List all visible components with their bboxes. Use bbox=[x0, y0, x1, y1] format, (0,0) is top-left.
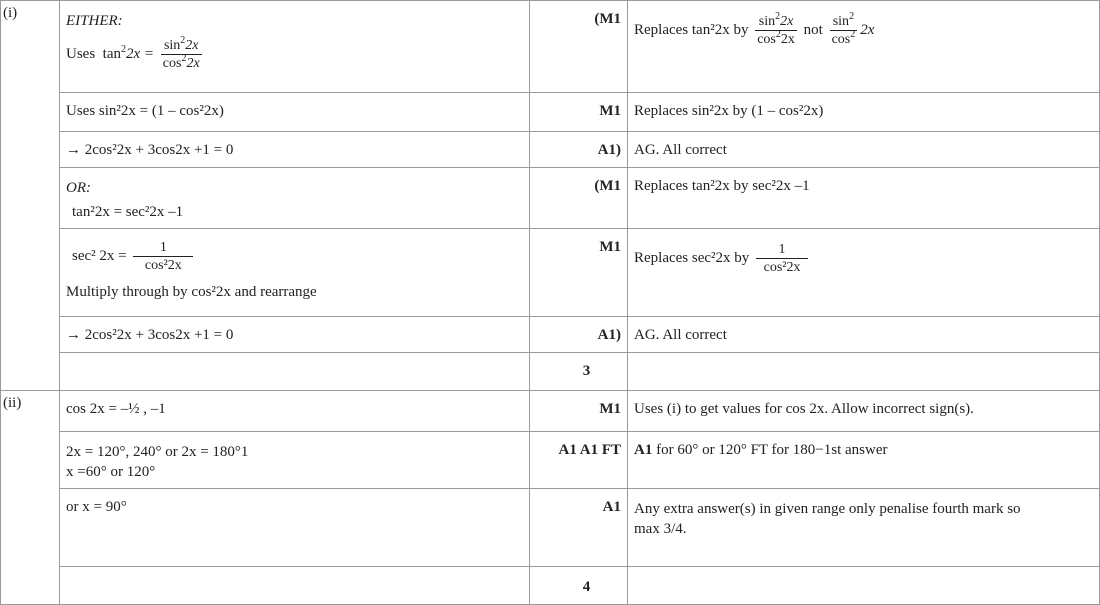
answer-line: x =60° or 120° bbox=[66, 464, 156, 480]
table-row bbox=[1, 353, 1100, 391]
guidance-text: A1 for 60° or 120° FT for 180−1st answer bbox=[634, 442, 888, 458]
mark-cell bbox=[530, 1, 628, 93]
guidance-cell bbox=[628, 1, 1100, 93]
part-cell bbox=[1, 391, 60, 605]
multiply-text: Multiply through by cos²2x and rearrange bbox=[66, 284, 317, 300]
guidance-text: Replaces tan²2x by $\frac{\sin^22x}{\cos^22x}$ not $\frac{\sin^2}{\cos^2}$ 2x bbox=[634, 11, 875, 47]
answer-text: → 2cos²2x + 3cos2x +1 = 0 bbox=[66, 142, 234, 158]
answer-cell bbox=[60, 1, 530, 93]
mark-value: A1) bbox=[597, 327, 621, 343]
guidance-text: Uses (i) to get values for cos 2x. Allow incorrect sign(s). bbox=[634, 401, 974, 417]
part-cell bbox=[1, 1, 60, 391]
guidance-text: AG. All correct bbox=[634, 142, 727, 158]
mark-value: M1 bbox=[599, 103, 621, 119]
answer-text: Uses sin²2x = (1 – cos²2x) bbox=[66, 103, 224, 119]
table-row bbox=[1, 391, 1100, 432]
table-row bbox=[1, 489, 1100, 567]
table-row bbox=[1, 432, 1100, 489]
part-label-ii: (ii) bbox=[3, 395, 22, 411]
part-label-i: (i) bbox=[3, 5, 18, 21]
total-mark: 4 bbox=[582, 579, 591, 595]
guidance-text: Replaces sec²2x by $\frac{1}{\text{cos²2x}}$ bbox=[628, 229, 1099, 282]
or-label: OR: bbox=[66, 180, 91, 196]
guidance-text: Replaces tan²2x by sec²2x –1 bbox=[634, 178, 810, 194]
table-row bbox=[1, 132, 1100, 168]
sec-expression: sec² 2x = $\frac{1}{\text{cos²2x}}$ bbox=[66, 239, 523, 274]
table-row bbox=[1, 93, 1100, 132]
mark-value: (M1 bbox=[594, 11, 621, 27]
answer-line: 2x = 120°, 240° or 2x = 180°1 bbox=[66, 444, 249, 460]
table-row bbox=[1, 317, 1100, 353]
total-mark: 3 bbox=[582, 363, 591, 379]
table-row bbox=[1, 567, 1100, 605]
table-row bbox=[1, 1, 1100, 93]
answer-text: tan²2x = sec²2x –1 bbox=[72, 204, 184, 220]
mark-value: M1 bbox=[599, 239, 621, 255]
mark-value: M1 bbox=[599, 401, 621, 417]
guidance-text: AG. All correct bbox=[634, 327, 727, 343]
table-row bbox=[1, 229, 1100, 317]
mark-value: A1 bbox=[602, 499, 621, 515]
fraction: $\frac{\sin^22x}{\cos^22x}$ bbox=[162, 35, 200, 71]
mark-value: A1 A1 FT bbox=[558, 442, 621, 458]
guidance-text: Any extra answer(s) in given range only penalise fourth mark so max 3/4. bbox=[634, 501, 1021, 537]
answer-text: cos 2x = –½ , –1 bbox=[66, 401, 166, 417]
mark-value: A1) bbox=[597, 142, 621, 158]
either-label: EITHER: bbox=[66, 13, 123, 29]
answer-text: → 2cos²2x + 3cos2x +1 = 0 bbox=[66, 327, 234, 343]
guidance-text: Replaces sin²2x by (1 – cos²2x) bbox=[634, 103, 824, 119]
mark-value: (M1 bbox=[594, 178, 621, 194]
uses-tan-expression: Uses $\tan^22x$ = $\frac{\sin^22x}{\cos^22x}$ bbox=[66, 35, 200, 71]
answer-text: or x = 90° bbox=[66, 499, 127, 515]
table-row bbox=[1, 168, 1100, 229]
